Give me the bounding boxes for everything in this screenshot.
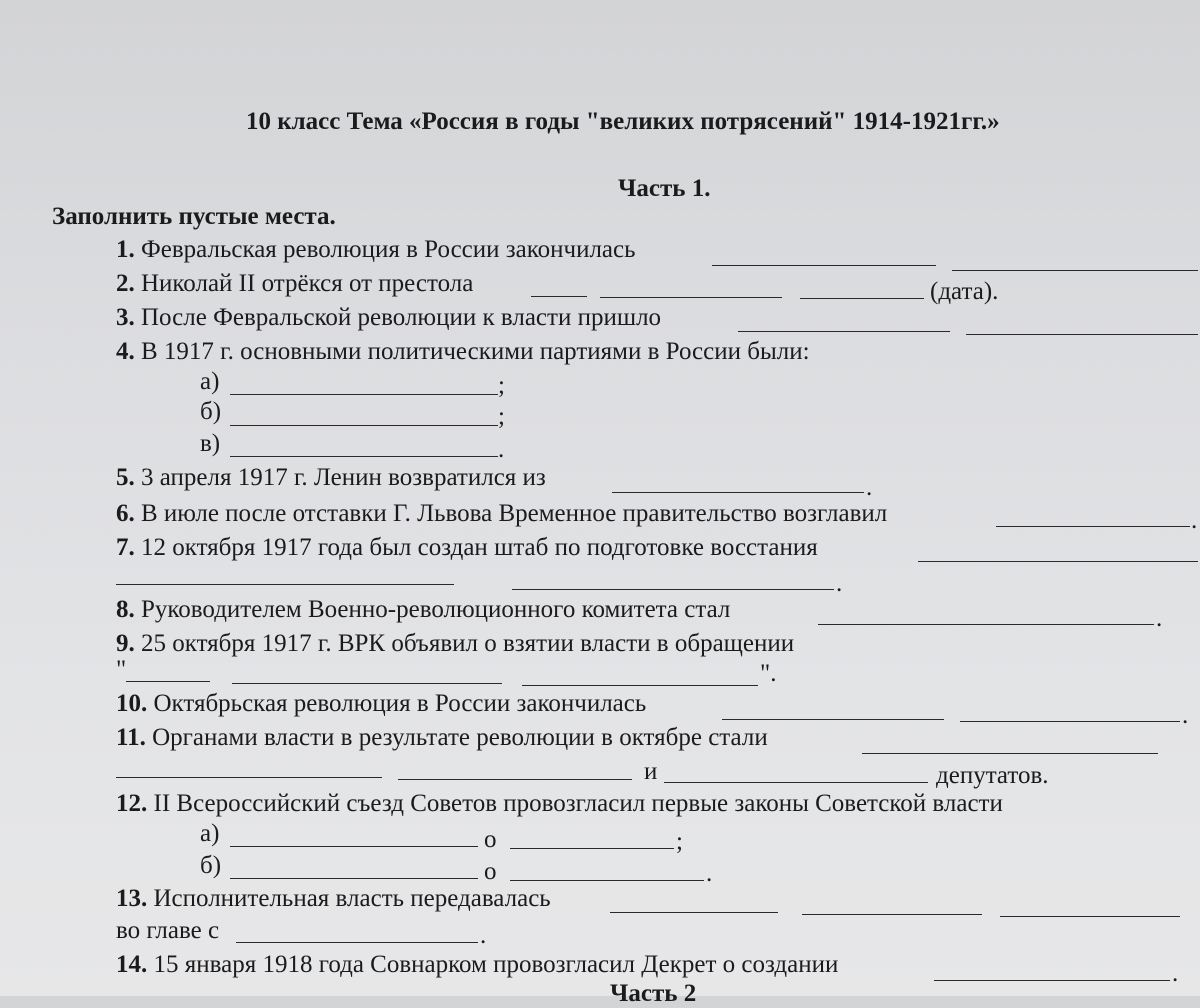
question-number: 8.	[116, 596, 135, 623]
answer-blank[interactable]	[126, 681, 210, 682]
question-5	[116, 464, 546, 492]
end-mark: .	[1156, 605, 1163, 632]
question-number: 11.	[116, 724, 146, 751]
question-6	[116, 500, 887, 528]
question-3	[116, 304, 661, 332]
question-number: 14.	[116, 951, 148, 978]
answer-blank-law-b[interactable]	[230, 878, 478, 879]
answer-blank-party-c[interactable]	[230, 456, 498, 457]
question-number: 7.	[116, 534, 135, 561]
question-text: Руководителем Военно-революционного комитета стал	[141, 596, 731, 623]
question-number: 2.	[116, 270, 135, 297]
separator: ;	[676, 828, 683, 855]
question-text: Николай II отрёкся от престола	[141, 270, 474, 297]
page-title: 10 класс Тема «Россия в годы "великих потрясений" 1914-1921гг.»	[246, 108, 1000, 135]
answer-blank-year[interactable]	[800, 298, 924, 299]
question-text: 15 января 1918 года Совнарком провозгласил Декрет о создании	[153, 951, 839, 978]
part-heading: Часть 1.	[618, 175, 711, 202]
question-2	[116, 270, 473, 298]
preposition: о	[484, 858, 497, 885]
answer-blank-law-a-topic[interactable]	[510, 848, 674, 849]
end-mark: .	[836, 570, 843, 597]
question-11	[116, 724, 768, 752]
question-14	[116, 951, 838, 979]
question-number: 10.	[116, 690, 148, 717]
answer-blank[interactable]	[712, 265, 936, 266]
answer-blank[interactable]	[522, 685, 758, 686]
question-number: 1.	[116, 236, 135, 263]
option-label-b: б)	[200, 852, 222, 879]
answer-blank[interactable]	[918, 561, 1198, 562]
question-text: 25 октября 1917 г. ВРК объявил о взятии власти в обращении	[141, 630, 795, 657]
answer-blank[interactable]	[952, 270, 1198, 271]
answer-blank[interactable]	[116, 584, 454, 585]
question-number: 9.	[116, 630, 135, 657]
instruction: Заполнить пустые места.	[52, 203, 336, 230]
option-label-b: б)	[200, 398, 222, 425]
next-part-heading: Часть 2	[610, 980, 697, 1007]
option-label-a: а)	[200, 368, 220, 395]
question-text: Исполнительная власть передавалась	[153, 885, 551, 912]
answer-blank[interactable]	[934, 980, 1170, 981]
question-4	[116, 338, 810, 366]
end-mark: .	[866, 474, 873, 501]
end-mark: .	[480, 922, 487, 949]
answer-blank-party-b[interactable]	[230, 425, 498, 426]
date-hint: (дата).	[930, 278, 999, 305]
answer-blank[interactable]	[236, 942, 478, 943]
question-text: Органами власти в результате революции в октябре стали	[152, 724, 768, 751]
answer-blank[interactable]	[722, 719, 944, 720]
option-label-c: в)	[200, 430, 221, 457]
question-text: Февральская революция в России закончилась	[141, 236, 636, 263]
answer-blank[interactable]	[512, 589, 834, 590]
question-number: 12.	[116, 790, 148, 817]
question-text: 12 октября 1917 года был создан штаб по подготовке восстания	[141, 534, 818, 561]
question-1	[116, 236, 636, 264]
answer-blank[interactable]	[738, 331, 950, 332]
answer-blank[interactable]	[1000, 916, 1180, 917]
question-7	[116, 534, 818, 562]
separator: ;	[498, 403, 505, 430]
preposition: о	[484, 826, 497, 853]
question-10	[116, 690, 646, 718]
answer-blank[interactable]	[612, 492, 864, 493]
end-mark: .	[1172, 960, 1179, 987]
question-13	[116, 885, 551, 913]
question-number: 4.	[116, 338, 135, 365]
question-8	[116, 596, 730, 624]
tail-text: депутатов.	[936, 762, 1049, 789]
question-text: II Всероссийский съезд Советов провозгласил первые законы Советской власти	[153, 790, 1003, 817]
conjunction: и	[644, 758, 658, 785]
question-text: После Февральской революции к власти пришло	[141, 304, 662, 331]
separator: ;	[498, 372, 505, 399]
answer-blank[interactable]	[966, 334, 1198, 335]
option-label-a: а)	[200, 820, 220, 847]
answer-blank-day[interactable]	[531, 296, 587, 297]
separator: .	[706, 860, 713, 887]
question-text: 3 апреля 1917 г. Ленин возвратился из	[141, 464, 546, 491]
answer-blank[interactable]	[116, 777, 382, 778]
answer-blank-party-a[interactable]	[230, 394, 498, 395]
question-text: В июле после отставки Г. Львова Временное правительство возглавил	[141, 500, 888, 527]
question-number: 6.	[116, 500, 135, 527]
separator: .	[498, 436, 505, 463]
question-number: 13.	[116, 885, 148, 912]
question-9	[116, 630, 794, 658]
answer-blank-law-b-topic[interactable]	[510, 880, 704, 881]
question-12	[116, 790, 1003, 818]
question-13-line2: во главе с	[116, 917, 220, 944]
question-number: 3.	[116, 304, 135, 331]
answer-blank[interactable]	[610, 912, 778, 913]
answer-blank[interactable]	[802, 914, 982, 915]
question-number: 5.	[116, 464, 135, 491]
question-text: Октябрьская революция в России закончилась	[153, 690, 647, 717]
end-mark: .	[1182, 702, 1189, 729]
answer-blank[interactable]	[960, 721, 1180, 722]
answer-blank[interactable]	[996, 526, 1190, 527]
quote-open: "	[116, 656, 127, 683]
answer-blank[interactable]	[232, 683, 502, 684]
answer-blank[interactable]	[398, 779, 632, 780]
end-mark: .	[1191, 507, 1198, 534]
quote-close: ".	[760, 660, 777, 687]
answer-blank-month[interactable]	[600, 297, 782, 298]
question-text: В 1917 г. основными политическими партиями в России были:	[141, 338, 810, 365]
answer-blank[interactable]	[818, 624, 1154, 625]
answer-blank-law-a[interactable]	[230, 846, 478, 847]
answer-blank[interactable]	[664, 782, 928, 783]
answer-blank[interactable]	[862, 753, 1158, 754]
